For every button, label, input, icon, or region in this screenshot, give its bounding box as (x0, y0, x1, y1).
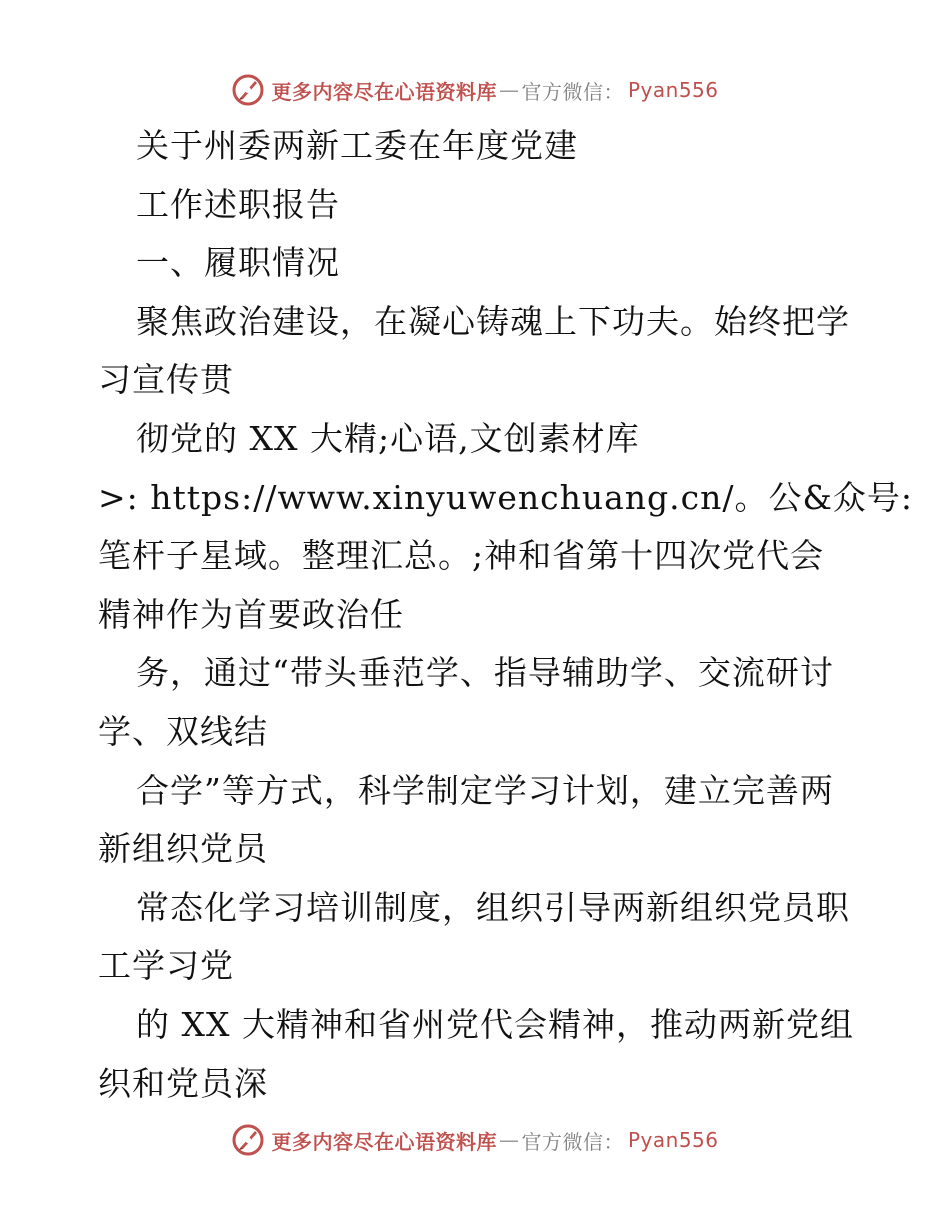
watermark-banner-top (0, 70, 950, 110)
document-body (98, 117, 913, 1113)
watermark-official-label: 官方微信： (521, 1129, 624, 1154)
paragraph-line: 务，通过“带头垂范学、指导辅助学、交流研讨 (136, 653, 834, 693)
watermark-dash: — (498, 78, 520, 102)
watermark-lead-text: 更多内容尽在心语资料库 (271, 1129, 497, 1154)
watermark-dash: — (498, 1128, 520, 1152)
paragraph-line: 新组织党员 (98, 829, 268, 869)
paragraph-line: 学、双线结 (98, 711, 268, 751)
paragraph-line: 合学”等方式，科学制定学习计划，建立完善两 (136, 770, 834, 810)
document-title-line-1: 关于州委两新工委在年度党建 (136, 126, 578, 165)
paragraph-line: 习宣传贯 (98, 360, 234, 400)
paragraph-line: 工学习党 (98, 946, 234, 986)
paragraph-line: 常态化学习培训制度，组织引导两新组织党员职 (136, 887, 850, 927)
paragraph-line: 聚焦政治建设，在凝心铸魂上下功夫。始终把学 (136, 301, 850, 341)
watermark-lead-text: 更多内容尽在心语资料库 (271, 79, 497, 104)
document-title-line-2: 工作述职报告 (136, 184, 340, 224)
section-heading: 一、履职情况 (136, 243, 340, 283)
watermark-official-label: 官方微信： (521, 79, 624, 104)
quill-seal-icon (231, 1123, 265, 1157)
watermark-wechat-id: Pyan556 (627, 1128, 719, 1152)
paragraph-line: 织和党员深 (98, 1063, 268, 1103)
paragraph-line: >: https://www.xinyuwenchuang.cn/。公&众号: (98, 477, 913, 517)
paragraph-line: 精神作为首要政治任 (98, 594, 404, 634)
paragraph-line: 笔杆子星域。整理汇总。;神和省第十四次党代会 (98, 536, 825, 576)
quill-seal-icon (231, 73, 265, 107)
paragraph-line: 彻党的 XX 大精;心语,文创素材库 (136, 418, 640, 458)
paragraph-line: 的 XX 大精神和省州党代会精神，推动两新党组 (136, 1004, 854, 1044)
watermark-banner-bottom (0, 1120, 950, 1160)
watermark-wechat-id: Pyan556 (627, 78, 719, 102)
